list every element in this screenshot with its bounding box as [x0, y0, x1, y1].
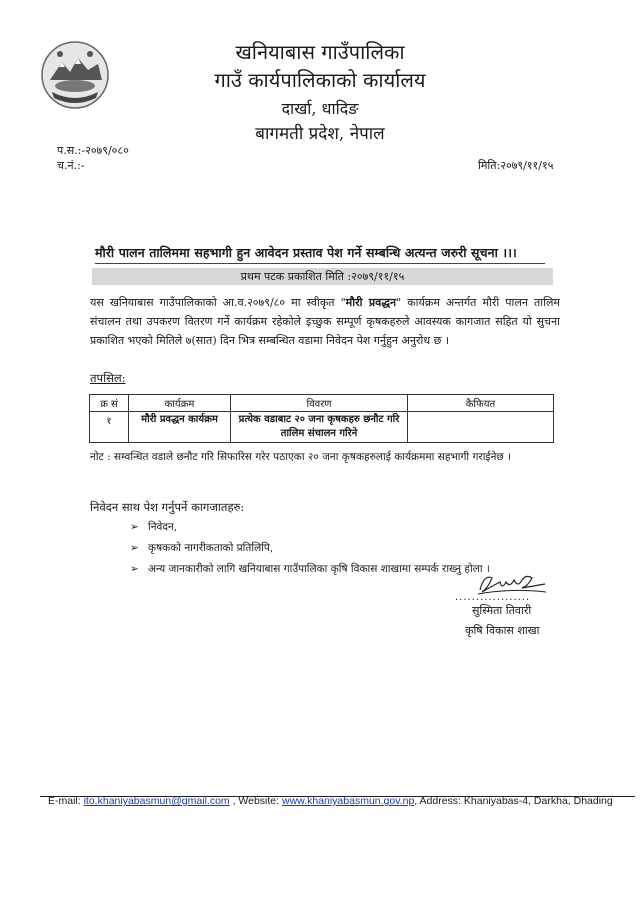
program-table [89, 394, 554, 443]
reference-number: प.स.:-२०७९/०८० [57, 144, 129, 157]
signature-line: .................. [455, 592, 531, 603]
notice-title: मौरी पालन तालिममा सहभागी हुन आवेदन प्रस्ताव पेश गर्ने सम्बन्धि अत्यन्त जरुरी सूचना ।।। [95, 245, 517, 260]
notice-body: यस खनियाबास गाउँपालिकाको आ.व.२०७९/८० मा स्वीकृत "मौरी प्रवद्धन" कार्यक्रम अन्तर्गत मौरी पालन तालिम संचालन तथा उपकरण वितरण गर्ने कार्यक्रम रहेकोले इच्छुक सम्पूर्ण कृषकहरुले आवस्यक कागजात सहित यो सुचना प्रकाशित भएको मितिले ७(सात) दिन भित्र सम्बन्धित वडामा निवेदन पेश गर्नुहुन अनुरोध छ । [90, 296, 560, 347]
footer-contact: E-mail: ito.khaniyabasmun@gmail.com , Website: www.khaniyabasmun.gov.np, Address: Khaniyabas-4, Darkha, Dhading [48, 795, 613, 807]
note: नोट : सम्वन्धित वडाले छनौट गरि सिफारिस गरेर पठाएका २० जना कृषकहरुलाई कार्यक्रममा सहभागी गराईनेछ । [90, 451, 512, 463]
signatory-department: कृषि विकास शाखा [465, 624, 540, 637]
arrow-bullet-icon: ➢ [130, 542, 139, 554]
dispatch-number: च.नं.:- [57, 159, 85, 172]
published-date: प्रथम पटक प्रकाशित मिति :२०७९/११/१५ [92, 268, 553, 285]
signatory-name: सुस्मिता तिवारी [472, 604, 532, 617]
documents-list [130, 517, 490, 580]
arrow-bullet-icon: ➢ [130, 521, 139, 533]
arrow-bullet-icon: ➢ [130, 563, 139, 575]
col-remarks: कैफियत [408, 395, 554, 412]
office-name: खनियाबास गाउँपालिका [235, 40, 405, 64]
office-subtitle: गाउँ कार्यपालिकाको कार्यालय [214, 68, 426, 92]
table-row [90, 412, 554, 443]
nepal-emblem-icon [40, 40, 110, 110]
col-details: विवरण [231, 395, 408, 412]
cell-details: प्रत्येक वडाबाट २० जना कृषकहरु छनौट गरि तालिम संचालन गरिने [231, 412, 408, 443]
program-name: मौरी प्रवद्धन [345, 296, 397, 309]
col-program: कार्यक्रम [129, 395, 231, 412]
cell-program: मौरी प्रवद्धन कार्यक्रम [129, 412, 231, 443]
list-item: ➢ अन्य जानकारीको लागि खनियाबास गाउँपालिका कृषि विकास शाखामा सम्पर्क राख्नु होला । [130, 559, 490, 580]
cell-sn: १ [90, 412, 129, 443]
table-header-row [90, 395, 554, 412]
email-link[interactable]: ito.khaniyabasmun@gmail.com [83, 795, 230, 807]
office-province: बागमती प्रदेश, नेपाल [255, 124, 385, 144]
address: , Address: Khaniyabas-4, Darkha, Dhading [414, 795, 613, 807]
documents-heading: निवेदन साथ पेश गर्नुपर्ने कागजातहरु: [90, 500, 245, 514]
letter-date: मिति:२०७९/११/१५ [478, 159, 554, 172]
list-item: ➢ निवेदन, [130, 517, 490, 538]
title-underline [95, 263, 545, 264]
list-item: ➢ कृषकको नागरीकताको प्रतिलिपि, [130, 538, 490, 559]
office-location: दार्खा, धादिङ [281, 99, 359, 118]
details-heading: तपसिल: [90, 371, 126, 385]
col-sn: क्र सं [90, 395, 129, 412]
website-link[interactable]: www.khaniyabasmun.gov.np [281, 795, 415, 807]
cell-remarks [408, 412, 554, 443]
